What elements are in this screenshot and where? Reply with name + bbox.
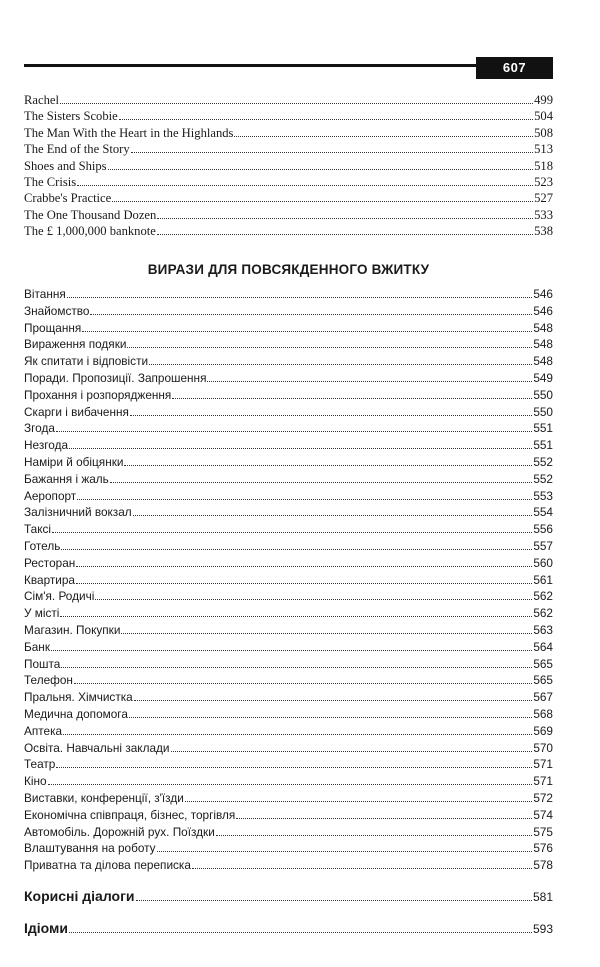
toc-entry-title: The End of the Story xyxy=(24,142,130,157)
toc-entry-page: 551 xyxy=(533,438,553,453)
toc-entry-page: 570 xyxy=(533,740,553,755)
dot-leader xyxy=(134,699,533,701)
toc-row[interactable] xyxy=(24,370,553,387)
toc-row[interactable] xyxy=(24,857,553,874)
toc-row[interactable] xyxy=(24,588,553,605)
toc-row[interactable] xyxy=(24,756,553,773)
toc-row[interactable] xyxy=(24,404,553,421)
toc-entry-page: 563 xyxy=(533,622,553,637)
toc-row[interactable] xyxy=(24,824,553,841)
toc-row[interactable] xyxy=(24,572,553,589)
dot-leader xyxy=(129,716,532,718)
toc-row[interactable] xyxy=(24,521,553,538)
toc-entry-page: 533 xyxy=(534,207,553,222)
toc-row[interactable] xyxy=(24,689,553,706)
toc-entry-page: 565 xyxy=(533,656,553,671)
toc-row[interactable] xyxy=(24,286,553,303)
toc-entry-page: 538 xyxy=(534,224,553,239)
toc-entry-title: The £ 1,000,000 banknote xyxy=(24,224,156,239)
toc-entry-title: Наміри й обіцянки xyxy=(24,454,124,469)
toc-entry-page: 576 xyxy=(533,841,553,856)
toc-extras xyxy=(24,880,553,944)
toc-entry-title: Як спитати і відповісти xyxy=(24,354,149,369)
dot-leader xyxy=(172,397,532,399)
dot-leader xyxy=(51,649,532,651)
dot-leader xyxy=(61,666,532,668)
toc-entry-page: 565 xyxy=(533,673,553,688)
toc-entry-title: Банк xyxy=(24,639,50,654)
dot-leader xyxy=(185,800,533,802)
toc-entry-title: Залізничний вокзал xyxy=(24,505,132,520)
toc-entry-title: The Man With the Heart in the Highlands xyxy=(24,125,234,140)
dot-leader xyxy=(90,313,532,315)
toc-entry-title: Crabbe's Practice xyxy=(24,191,112,206)
dot-leader xyxy=(77,498,532,500)
toc-row[interactable] xyxy=(24,92,553,108)
toc-row[interactable] xyxy=(24,125,553,141)
toc-entry-page: 548 xyxy=(533,320,553,335)
toc-row[interactable] xyxy=(24,420,553,437)
dot-leader xyxy=(48,783,533,785)
dot-leader xyxy=(76,582,532,584)
dot-leader xyxy=(127,346,532,348)
dot-leader xyxy=(67,296,533,298)
toc-entry-page: 562 xyxy=(533,589,553,604)
toc-entry-title: Прохання і розпорядження xyxy=(24,387,172,402)
toc-entry-page: 549 xyxy=(533,370,553,385)
toc-entry-page: 561 xyxy=(533,572,553,587)
toc-row[interactable] xyxy=(24,706,553,723)
dot-leader xyxy=(130,414,532,416)
toc-entry-page: 578 xyxy=(533,858,553,873)
toc-entry-title: Аптека xyxy=(24,723,63,738)
toc-entry-page: 546 xyxy=(533,287,553,301)
toc-entry-title: Ресторан xyxy=(24,555,76,570)
toc-entry-page: 554 xyxy=(533,505,553,520)
toc-entry-title: Вираження подяки xyxy=(24,337,127,352)
toc-entry-page: 550 xyxy=(533,404,553,419)
toc-row[interactable] xyxy=(24,437,553,454)
toc-row[interactable] xyxy=(24,174,553,190)
toc-row[interactable] xyxy=(24,387,553,404)
toc-entry-title: Аеропорт xyxy=(24,488,77,503)
toc-row[interactable] xyxy=(24,207,553,223)
dot-leader xyxy=(56,430,532,432)
toc-row[interactable] xyxy=(24,840,553,857)
toc-entry-title: Прощання xyxy=(24,320,82,335)
dot-leader xyxy=(157,217,533,219)
dot-leader xyxy=(131,151,533,153)
toc-row[interactable] xyxy=(24,605,553,622)
toc-row[interactable] xyxy=(24,555,553,572)
toc-entry-title: Приватна та ділова переписка xyxy=(24,858,191,873)
toc-row[interactable] xyxy=(24,504,553,521)
toc-entry-title: Влаштування на роботу xyxy=(24,841,156,856)
toc-entry-title: Автомобіль. Дорожній рух. Поїздки xyxy=(24,824,215,839)
toc-entry-page: 499 xyxy=(534,93,553,107)
toc-row[interactable] xyxy=(24,336,553,353)
dot-leader xyxy=(192,867,532,869)
toc-entry-title: Телефон xyxy=(24,673,73,688)
toc-row[interactable] xyxy=(24,158,553,174)
toc-row[interactable] xyxy=(24,488,553,505)
dot-leader xyxy=(69,931,532,933)
toc-row[interactable] xyxy=(24,773,553,790)
toc-entry-page: 581 xyxy=(532,890,553,904)
toc-entry-title: Медична допомога xyxy=(24,706,128,721)
toc-entry-title: Shoes and Ships xyxy=(24,158,107,173)
dot-leader xyxy=(149,363,532,365)
dot-leader xyxy=(95,598,532,600)
toc-entry-title: Rachel xyxy=(24,93,59,107)
section-title: ВИРАЗИ ДЛЯ ПОВСЯКДЕННОГО ВЖИТКУ xyxy=(147,262,430,277)
toc-row[interactable] xyxy=(24,672,553,689)
dot-leader xyxy=(236,817,532,819)
toc-entry-page: 593 xyxy=(532,922,553,936)
toc-row[interactable] xyxy=(24,807,553,824)
toc-row[interactable] xyxy=(24,639,553,656)
toc-row[interactable] xyxy=(24,190,553,206)
toc-row[interactable] xyxy=(24,303,553,320)
toc-entry-title: Знайомство xyxy=(24,303,90,318)
toc-stories xyxy=(24,92,553,240)
toc-entry-title: Магазин. Покупки xyxy=(24,622,121,637)
dot-leader xyxy=(133,514,533,516)
toc-entry-page: 574 xyxy=(533,807,553,822)
toc-entry-title: Готель xyxy=(24,538,61,553)
toc-entry-title: Пральня. Хімчистка xyxy=(24,690,133,705)
dot-leader xyxy=(56,766,532,768)
toc-entry-title: The Sisters Scobie xyxy=(24,109,118,124)
toc-entry-page: 569 xyxy=(533,723,553,738)
dot-leader xyxy=(136,899,532,901)
header-rule xyxy=(24,64,476,67)
toc-entry-page: 553 xyxy=(533,488,553,503)
toc-entry-page: 550 xyxy=(533,387,553,402)
toc-entry-page: 551 xyxy=(533,421,553,436)
toc-row[interactable] xyxy=(24,454,553,471)
toc-entry-page: 562 xyxy=(533,606,553,621)
dot-leader xyxy=(110,481,532,483)
dot-leader xyxy=(77,184,533,186)
toc-row[interactable] xyxy=(24,723,553,740)
toc-entry-title: Економічна співпраця, бізнес, торгівля xyxy=(24,807,236,822)
toc-entry-page: 527 xyxy=(534,191,553,206)
toc-entry-title: The Crisis xyxy=(24,174,77,189)
dot-leader xyxy=(63,733,532,735)
toc-entry-title: Театр xyxy=(24,757,56,772)
dot-leader xyxy=(234,135,533,137)
toc-entry-title: У місті xyxy=(24,606,60,621)
toc-entry-page: 518 xyxy=(534,158,553,173)
toc-entry-title: Освіта. Навчальні заклади xyxy=(24,740,170,755)
toc-entry-page: 568 xyxy=(533,706,553,721)
toc-row[interactable] xyxy=(24,471,553,488)
dot-leader xyxy=(76,565,532,567)
dot-leader xyxy=(124,464,532,466)
toc-row[interactable] xyxy=(24,622,553,639)
toc-entry-page: 557 xyxy=(533,538,553,553)
toc-entry-page: 504 xyxy=(534,109,553,124)
toc-entry-page: 575 xyxy=(533,824,553,839)
toc-entry-page: 508 xyxy=(534,125,553,140)
toc-entry-title: Кіно xyxy=(24,774,47,789)
toc-entry-title: Скарги і вибачення xyxy=(24,404,129,419)
toc-entry-title: Квартира xyxy=(24,572,75,587)
toc-entry-page: 513 xyxy=(534,142,553,157)
dot-leader xyxy=(207,380,532,382)
toc-row[interactable] xyxy=(24,353,553,370)
toc-entry-page: 571 xyxy=(533,774,553,789)
dot-leader xyxy=(121,632,532,634)
dot-leader xyxy=(52,531,532,533)
toc-entry-page: 552 xyxy=(533,471,553,486)
toc-entry-page: 523 xyxy=(534,174,553,189)
toc-phrases xyxy=(24,286,553,874)
toc-entry-title: The One Thousand Dozen xyxy=(24,207,157,222)
toc-entry-page: 572 xyxy=(533,790,553,805)
toc-row[interactable] xyxy=(24,223,553,239)
toc-row[interactable] xyxy=(24,790,553,807)
toc-entry-title: Корисні діалоги xyxy=(24,888,135,904)
toc-row[interactable] xyxy=(24,141,553,157)
toc-row-bold[interactable] xyxy=(24,880,553,912)
toc-entry-title: Сім'я. Родичі xyxy=(24,589,95,604)
toc-entry-page: 571 xyxy=(533,757,553,772)
dot-leader xyxy=(171,750,533,752)
dot-leader xyxy=(82,330,532,332)
dot-leader xyxy=(216,834,533,836)
dot-leader xyxy=(61,548,532,550)
toc-entry-page: 552 xyxy=(533,454,553,469)
toc-row[interactable] xyxy=(24,656,553,673)
toc-row-bold[interactable] xyxy=(24,912,553,944)
toc-row[interactable] xyxy=(24,538,553,555)
toc-entry-page: 564 xyxy=(533,639,553,654)
dot-leader xyxy=(60,615,532,617)
toc-entry-page: 567 xyxy=(533,690,553,705)
page-number: 607 xyxy=(476,57,553,79)
toc-entry-title: Вітання xyxy=(24,287,66,301)
toc-entry-page: 546 xyxy=(533,303,553,318)
toc-entry-page: 560 xyxy=(533,555,553,570)
toc-entry-page: 556 xyxy=(533,522,553,537)
toc-entry-page: 548 xyxy=(533,354,553,369)
toc-entry-page: 548 xyxy=(533,337,553,352)
toc-entry-title: Незгода xyxy=(24,438,69,453)
toc-row[interactable] xyxy=(24,320,553,337)
dot-leader xyxy=(74,682,532,684)
dot-leader xyxy=(157,850,533,852)
toc-entry-title: Згода xyxy=(24,421,55,436)
dot-leader xyxy=(119,118,533,120)
dot-leader xyxy=(60,102,533,104)
dot-leader xyxy=(69,447,532,449)
dot-leader xyxy=(157,233,533,235)
toc-entry-title: Ідіоми xyxy=(24,920,68,936)
dot-leader xyxy=(112,200,533,202)
toc-entry-title: Пошта xyxy=(24,656,61,671)
toc-row[interactable] xyxy=(24,108,553,124)
toc-entry-title: Таксі xyxy=(24,522,52,537)
toc-entry-title: Виставки, конференції, з'їзди xyxy=(24,790,184,805)
dot-leader xyxy=(108,168,534,170)
toc-entry-title: Поради. Пропозиції. Запрошення xyxy=(24,370,207,385)
toc-row[interactable] xyxy=(24,740,553,757)
toc-entry-title: Бажання і жаль xyxy=(24,471,109,486)
